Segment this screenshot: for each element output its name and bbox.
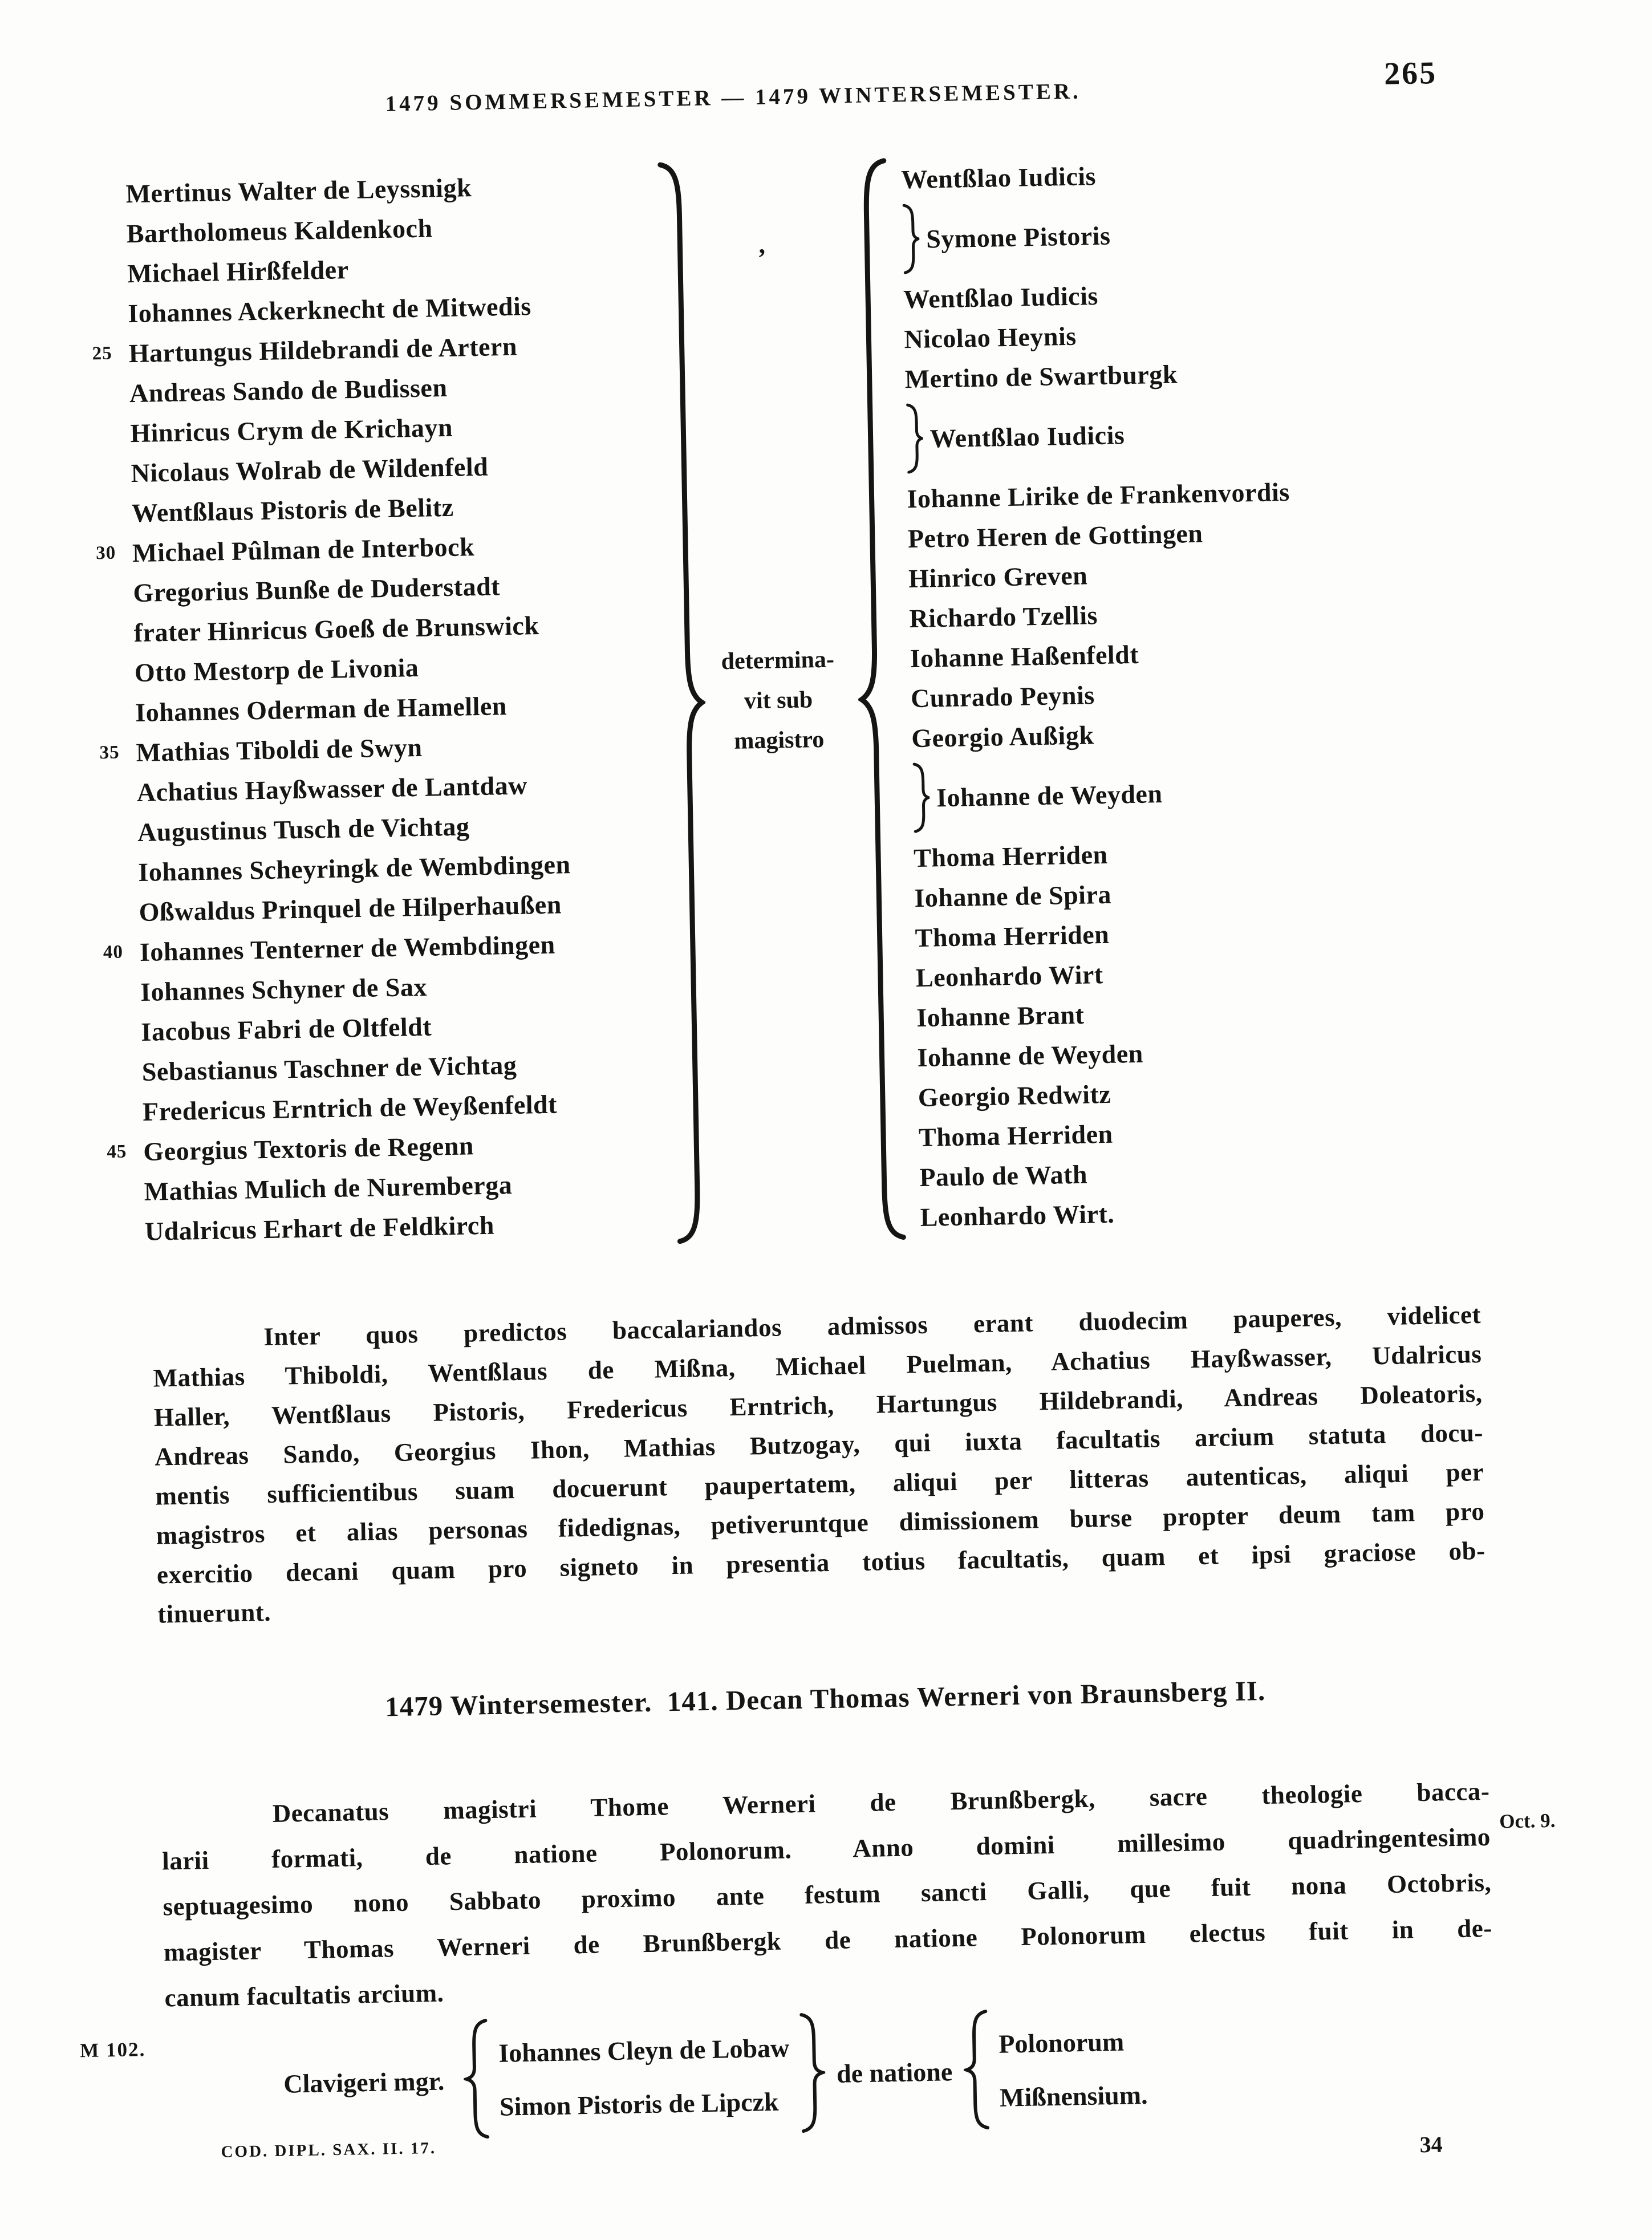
master-row <box>915 911 1298 957</box>
master-name: Thoma Herriden <box>918 1119 1114 1152</box>
line-number <box>98 672 135 673</box>
clavigeri-members <box>498 2021 791 2133</box>
student-name: Iohannes Tenterner de Wembdingen <box>139 930 556 967</box>
student-name: Otto Mestorp de Livonia <box>134 652 419 687</box>
master-row <box>908 551 1292 598</box>
student-name: Georgius Textoris de Regenn <box>143 1130 474 1166</box>
master-name: Mertino de Swartburgk <box>904 359 1178 393</box>
student-name: Oßwaldus Prinquel de Hilperhaußen <box>139 889 562 927</box>
line-number: 30 <box>95 542 116 563</box>
clavigeri-connector: de natione <box>836 2057 953 2088</box>
margin-date-note: Oct. 9. <box>1499 1809 1556 1833</box>
line-number: 35 <box>99 742 120 763</box>
master-row <box>918 1070 1301 1117</box>
line-number: 25 <box>92 343 113 364</box>
master-row <box>910 671 1293 718</box>
sheet-signature-number: 34 <box>1419 2131 1443 2158</box>
students-column <box>89 165 578 1252</box>
line-number <box>98 632 134 633</box>
paragraph-line: Mathias Thiboldi, Wentßlaus de Mißna, Michael Puelman, Achatius Hayßwasser, Udalricus <box>153 1339 1482 1393</box>
student-name: Sebastianus Taschner de Vichtag <box>141 1050 517 1086</box>
master-name: Iohanne Haßenfeldt <box>910 639 1139 673</box>
student-name: Iohannes Ackerknecht de Mitwedis <box>127 291 532 328</box>
paragraph-line: mentis sufficientibus suam docuerunt paupertatem, aliqui per litteras autenticas, aliqui per <box>155 1457 1484 1511</box>
paragraph-decanatus <box>161 1768 1493 2021</box>
paragraph-line: Andreas Sando, Georgius Ihon, Mathias Butzogay, qui iuxta facultatis arcium statuta docu- <box>154 1418 1484 1471</box>
master-name: Petro Heren de Gottingen <box>907 518 1203 553</box>
paragraph-line: Decanatus magistri Thome Werneri de Brunßbergk, sacre theologie bacca- <box>272 1776 1490 1828</box>
paragraph-line: septuagesimo nono Sabbato proximo ante festum sancti Galli, que fuit nona Octobris, <box>163 1868 1492 1921</box>
master-row <box>909 591 1292 638</box>
curly-brace-open-icon <box>849 157 908 1244</box>
paragraph-line: tinuerunt. <box>157 1597 271 1629</box>
running-title: 1479 SOMMERSEMESTER — 1479 WINTERSEMESTER. <box>385 79 1082 116</box>
master-row <box>914 871 1297 918</box>
master-name: Hinrico Greven <box>908 560 1088 593</box>
master-name: Iohanne de Weyden <box>936 778 1163 812</box>
master-row <box>910 631 1293 678</box>
student-name: Iohannes Oderman de Hamellen <box>135 691 508 727</box>
master-name: Iohanne de Weyden <box>917 1038 1144 1072</box>
master-name: Leonhardo Wirt. <box>920 1199 1115 1232</box>
master-name: Richardo Tzellis <box>908 600 1098 633</box>
master-name: Nicolao Heynis <box>904 321 1077 354</box>
paragraph-admissi <box>152 1295 1487 1634</box>
student-name: Mathias Mulich de Nuremberga <box>144 1170 513 1206</box>
student-name: Bartholomeus Kaldenkoch <box>126 213 433 248</box>
clavigeri-nations <box>998 2014 1148 2124</box>
student-name: Michael Pûlman de Interbock <box>132 531 475 567</box>
student-name: Wentßlaus Pistoris de Belitz <box>131 492 454 527</box>
master-row-braced <box>912 751 1296 838</box>
paragraph-line: Haller, Wentßlaus Pistoris, Fredericus Erntrich, Hartungus Hildebrandi, Andreas Doleatoris, <box>153 1378 1483 1432</box>
master-name: Thoma Herriden <box>913 839 1109 873</box>
master-row <box>904 352 1288 399</box>
line-number <box>102 872 138 873</box>
student-name: Mathias Tiboldi de Swyn <box>136 732 423 767</box>
nation-label: Mißnensium. <box>999 2080 1148 2112</box>
master-name: Paulo de Wath <box>919 1159 1088 1192</box>
master-row <box>916 991 1300 1037</box>
paragraph-line: magister Thomas Werneri de Brunßbergk de natione Polonorum electus fuit in de- <box>163 1913 1493 1967</box>
student-name: Udalricus Erhart de Feldkirch <box>144 1210 495 1246</box>
line-number <box>90 193 126 194</box>
master-name: Iohanne de Spira <box>914 879 1112 912</box>
master-name: Cunrado Peynis <box>910 680 1095 713</box>
footer-citation: COD. DIPL. SAX. II. 17. <box>221 2138 437 2161</box>
paragraph-line: Inter quos predictos baccalariandos admissos erant duodecim pauperes, videlicet <box>263 1300 1481 1352</box>
master-row <box>911 711 1294 758</box>
student-name: Iacobus Fabri de Oltfeldt <box>141 1012 432 1046</box>
line-number <box>108 1191 144 1192</box>
line-number <box>106 1111 143 1112</box>
line-number <box>91 273 127 274</box>
student-name: Iohannes Scheyringk de Wembdingen <box>137 849 571 887</box>
determination-label-line: magistro <box>734 726 825 754</box>
master-row <box>903 272 1286 319</box>
master-row <box>914 831 1297 878</box>
student-name: Iohannes Schyner de Sax <box>140 972 428 1007</box>
master-name: Wentßlao Iudicis <box>903 281 1099 314</box>
curly-brace-open-icon <box>963 2009 991 2133</box>
curly-brace-open-icon <box>462 2018 491 2142</box>
clavigeri-member: Simon Pistoris de Lipczk <box>499 2087 779 2121</box>
line-number: 40 <box>103 942 124 963</box>
student-name: Achatius Hayßwasser de Lantdaw <box>136 770 528 807</box>
paragraph-line: magistros et alias personas fidedignas, petiveruntque dimissionem burse propter deum tam pro <box>156 1496 1485 1550</box>
master-name: Leonhardo Wirt <box>915 959 1104 992</box>
student-name: Andreas Sando de Budissen <box>129 372 448 408</box>
line-number <box>108 1231 145 1232</box>
master-row <box>919 1150 1302 1197</box>
student-name: Mertinus Walter de Leyssnigk <box>125 172 472 208</box>
curly-brace-icon <box>902 204 920 275</box>
determination-label-line: vit sub <box>744 687 813 715</box>
student-name: frater Hinricus Goeß de Brunswick <box>133 610 539 647</box>
master-name: Wentßlao Iudicis <box>900 161 1097 194</box>
master-row <box>920 1190 1303 1237</box>
clavigeri-label: Clavigeri mgr. <box>283 2066 445 2099</box>
curly-brace-icon <box>912 762 930 834</box>
paragraph-line: canum facultatis arcium. <box>164 1978 444 2012</box>
line-number <box>90 233 127 234</box>
master-name: Symone Pistoris <box>926 221 1111 254</box>
student-name: Michael Hirßfelder <box>127 254 349 288</box>
student-name: Nicolaus Wolrab de Wildenfeld <box>131 452 489 488</box>
clavigeri-member: Iohannes Cleyn de Lobaw <box>498 2032 790 2068</box>
master-name: Thoma Herriden <box>915 919 1110 952</box>
student-name: Fredericus Erntrich de Weyßenfeldt <box>142 1089 558 1126</box>
master-row-braced <box>905 392 1289 478</box>
determination-label-line: determina- <box>721 646 835 675</box>
line-number <box>91 313 128 314</box>
master-name: Iohanne Lirike de Frankenvordis <box>907 477 1290 513</box>
ink-artifact: , <box>758 229 766 259</box>
student-name: Hartungus Hildebrandi de Artern <box>128 331 518 368</box>
master-row <box>907 512 1290 558</box>
master-name: Iohanne Brant <box>916 1000 1085 1032</box>
curly-brace-close-icon <box>798 2012 826 2136</box>
masters-column <box>901 152 1304 1237</box>
margin-reference-note: M 102. <box>79 2038 146 2062</box>
line-number <box>99 712 135 713</box>
curly-brace-icon <box>906 403 924 474</box>
student-name: Augustinus Tusch de Vichtag <box>137 811 470 847</box>
nation-label: Polonorum <box>998 2027 1125 2059</box>
master-name: Georgio Außigk <box>911 720 1094 753</box>
student-name: Hinricus Crym de Krichayn <box>129 412 453 448</box>
student-row <box>108 1203 577 1252</box>
master-row <box>907 472 1290 518</box>
master-row <box>904 312 1287 359</box>
page-number: 265 <box>1383 55 1438 92</box>
master-row <box>917 1030 1300 1077</box>
line-number <box>100 792 137 793</box>
master-name: Wentßlao Iudicis <box>929 420 1125 453</box>
line-number <box>101 832 137 833</box>
clavigeri-block <box>282 2006 1148 2146</box>
line-number: 45 <box>107 1141 127 1162</box>
master-row <box>918 1110 1301 1157</box>
paragraph-line: exercitio decani quam pro signeto in presentia totius facultatis, quam et ipsi graciose ob- <box>156 1536 1486 1589</box>
master-row <box>901 152 1284 199</box>
determination-label <box>704 639 853 762</box>
paragraph-line: larii formati, de natione Polonorum. Anno domini millesimo quadringentesimo <box>161 1822 1491 1876</box>
master-row <box>915 951 1298 997</box>
student-name: Gregorius Bunße de Duderstadt <box>132 571 501 607</box>
section-heading: 1479 Wintersemester. 141. Decan Thomas Werneri von Braunsberg II. <box>384 1675 1266 1723</box>
master-row-braced <box>902 192 1286 279</box>
master-name: Georgio Redwitz <box>918 1079 1111 1112</box>
